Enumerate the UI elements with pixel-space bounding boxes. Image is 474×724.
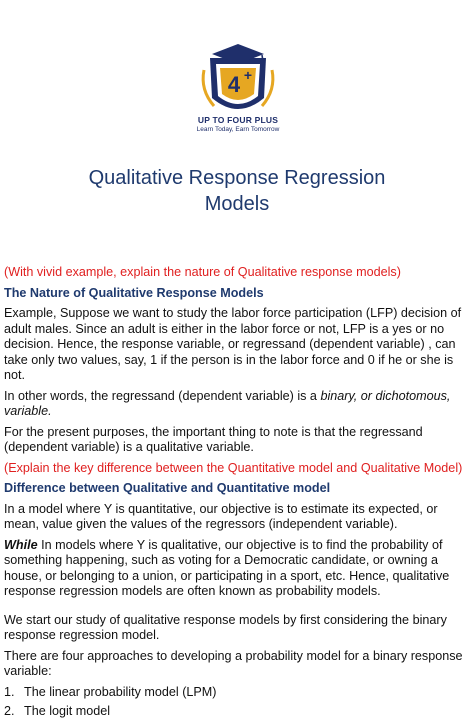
section-heading-difference: Difference between Qualitative and Quantitative model — [4, 481, 331, 495]
paragraph-qualitative-note: For the present purposes, the important thing to note is that the regressand (dependent variable) is a qualitative variable. — [4, 424, 423, 454]
paragraph-while-text: In models where Y is qualitative, our objective is to find the probability of something happening, such as voting for a Democratic candidate, or owning a house, or belonging to a union, or participating in a sport, etc. Hence, qualitative response regression models are often known as probability models. — [4, 537, 450, 598]
paragraph-example: Example, Suppose we want to study the labor force participation (LFP) decision of adult males. Since an adult is either in the labor force or not, LFP is a yes or no decision. Hence, the response variable, or regressand (dependent variable) , can take only two values, say, 1 if the person is in the labor force and 0 if he or she is not. — [4, 306, 462, 382]
question-prompt-2: (Explain the key difference between the Quantitative model and Qualitative Model) — [4, 460, 463, 475]
paragraph-binary-response: We start our study of qualitative response models by first considering the binary response regression model. — [4, 612, 447, 642]
list-item-number: 1. — [4, 684, 15, 699]
page-title-line-1: Qualitative Response Regression — [88, 167, 386, 189]
paragraph-four-approaches: There are four approaches to developing a probability model for a binary response variable: — [4, 648, 463, 678]
paragraph-while-lead: While — [4, 537, 38, 552]
document-body — [4, 265, 466, 724]
list-item-number: 2. — [4, 704, 15, 718]
list-item-text: The linear probability model (LPM) — [24, 684, 217, 699]
page-title-line-2: Models — [204, 193, 270, 215]
logo-tagline — [180, 116, 296, 134]
logo-badge-text: 4 — [227, 72, 241, 97]
paragraph-binary — [4, 389, 466, 420]
logo-name: UP TO FOUR PLUS — [197, 115, 279, 125]
logo-slogan: Learn Today, Earn Tomorrow — [196, 126, 280, 133]
list-item — [4, 704, 466, 720]
section-heading-nature: The Nature of Qualitative Response Models — [4, 285, 264, 300]
paragraph-quantitative: In a model where Y is quantitative, our objective is to estimate its expected, or mean, value given the values of the regressors (independent variable). — [4, 501, 438, 531]
list-item — [4, 685, 466, 701]
list-item-text: The logit model — [24, 704, 111, 718]
paragraph-binary-text: In other words, the regressand (dependent variable) is a — [4, 388, 321, 403]
question-prompt-1: (With vivid example, explain the nature of Qualitative response models) — [4, 265, 401, 279]
paragraph-binary-emphasis: binary, or dichotomous, variable. — [4, 388, 451, 418]
paragraph-qualitative — [4, 538, 466, 600]
approaches-list — [4, 685, 466, 720]
svg-text:+: + — [243, 67, 253, 83]
